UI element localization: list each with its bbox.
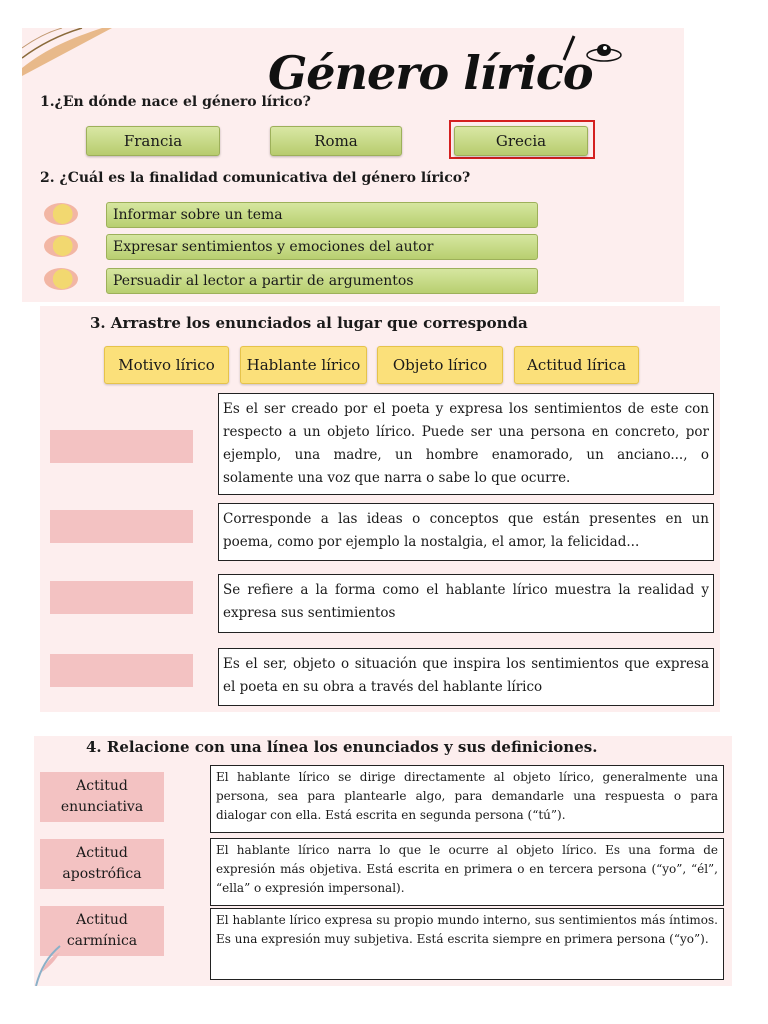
match-definition-3[interactable]: El hablante lírico expresa su propio mundo interno, sus sentimientos más íntimos. Es una expresión muy subjetiva. Está escrita siempre en primera persona (“yo”). — [210, 908, 724, 980]
term-label-line2: enunciativa — [60, 799, 144, 815]
quiz-panel-2 — [40, 306, 720, 712]
drag-tag-hablante-lirico[interactable]: Hablante lírico — [240, 346, 367, 384]
match-definition-2[interactable]: El hablante lírico narra lo que le ocurre al objeto lírico. Es una forma de expresión más objetiva. Está escrita en primera o en tercera persona (“yo”, “él”, “ella” o expresión impersonal). — [210, 838, 724, 906]
option-grecia-button[interactable]: Grecia — [454, 126, 588, 156]
option-roma-button[interactable]: Roma — [270, 126, 402, 156]
term-label-line1: Actitud — [76, 912, 128, 928]
term-label-line1: Actitud — [76, 778, 128, 794]
match-definition-1[interactable]: El hablante lírico se dirige directamente al objeto lírico, generalmente una persona, sea para plantearle algo, para demandarle una respuesta o para dialogar con ella. Está escrita en segunda persona (“tú”). — [210, 765, 724, 833]
definition-3: Se refiere a la forma como el hablante lírico muestra la realidad y expresa sus sentimientos — [218, 574, 714, 633]
drop-slot-3[interactable] — [50, 581, 193, 614]
definition-2: Corresponde a las ideas o conceptos que están presentes en un poema, como por ejemplo la nostalgia, el amor, la felicidad... — [218, 503, 714, 561]
drop-slot-4[interactable] — [50, 654, 193, 687]
question-2: 2. ¿Cuál es la finalidad comunicativa del género lírico? — [40, 170, 471, 186]
definition-1: Es el ser creado por el poeta y expresa los sentimientos de este con respecto a un objeto lírico. Puede ser una persona en concreto, por ejemplo, una madre, un hombre enamorado, un anciano..., o solamente una voz que narra o sabe lo que ocurre. — [218, 393, 714, 495]
radio-option-2[interactable] — [44, 235, 78, 257]
pen-ink-icon — [552, 34, 626, 64]
quiz-panel-1 — [22, 28, 684, 302]
radio-option-3[interactable] — [44, 268, 78, 290]
question-4: 4. Relacione con una línea los enunciados y sus definiciones. — [86, 738, 598, 756]
option-informar[interactable]: Informar sobre un tema — [106, 202, 538, 228]
definition-4: Es el ser, objeto o situación que inspira los sentimientos que expresa el poeta en su obra a través del hablante lírico — [218, 648, 714, 706]
term-actitud-enunciativa[interactable] — [40, 772, 164, 822]
drag-tag-motivo-lirico[interactable]: Motivo lírico — [104, 346, 229, 384]
question-1: 1.¿En dónde nace el género lírico? — [40, 94, 311, 110]
leaf-decoration-icon — [22, 28, 112, 76]
radio-option-1[interactable] — [44, 203, 78, 225]
option-persuadir[interactable]: Persuadir al lector a partir de argumentos — [106, 268, 538, 294]
question-3: 3. Arrastre los enunciados al lugar que corresponda — [90, 314, 528, 332]
leaf-corner-icon — [34, 942, 64, 986]
option-francia-button[interactable]: Francia — [86, 126, 220, 156]
term-actitud-apostrofica[interactable] — [40, 839, 164, 889]
term-label-line1: Actitud — [76, 845, 128, 861]
term-label-line2: carmínica — [66, 933, 138, 949]
drag-tag-objeto-lirico[interactable]: Objeto lírico — [377, 346, 503, 384]
option-expresar[interactable]: Expresar sentimientos y emociones del autor — [106, 234, 538, 260]
drag-tag-actitud-lirica[interactable]: Actitud lírica — [514, 346, 639, 384]
quiz-panel-3 — [34, 736, 732, 986]
drop-slot-2[interactable] — [50, 510, 193, 543]
term-label-line2: apostrófica — [62, 866, 142, 882]
page-title: Género lírico — [268, 46, 593, 100]
drop-slot-1[interactable] — [50, 430, 193, 463]
